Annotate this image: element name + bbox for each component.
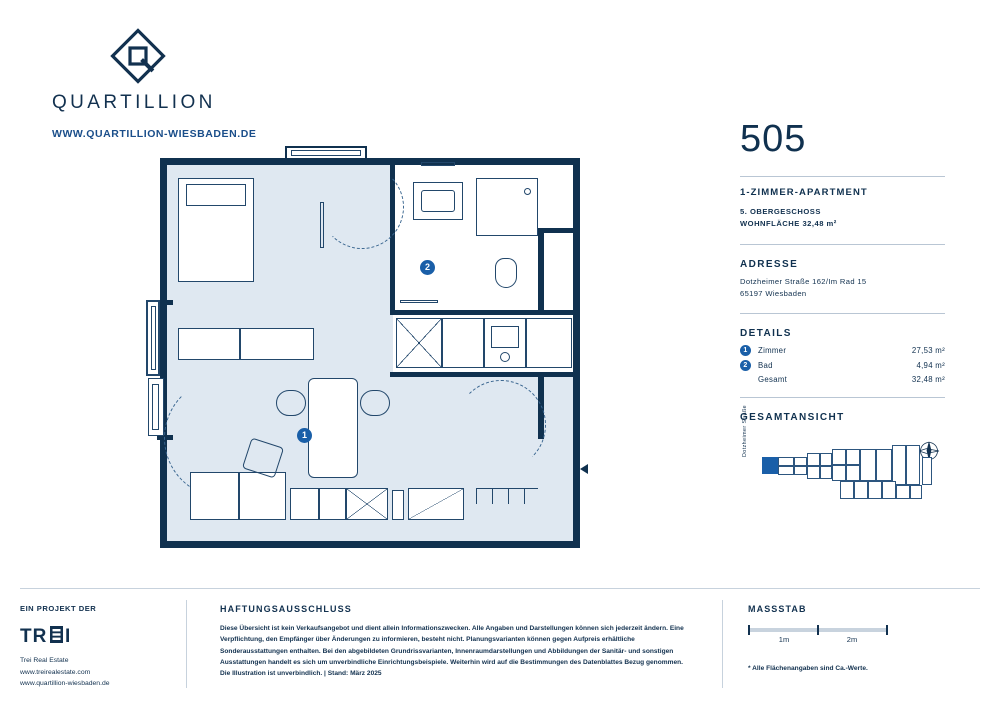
overview-unit: [846, 465, 860, 481]
overview-unit: [854, 481, 868, 499]
overview-unit: [832, 449, 846, 465]
quartillion-diamond-logo-icon: [110, 28, 166, 84]
overview-unit: [896, 485, 910, 499]
detail-badge-2: 2: [740, 360, 751, 371]
detail-label-bad: Bad: [758, 360, 773, 370]
scale-title: MASSSTAB: [748, 604, 807, 614]
developer-block: [20, 604, 170, 690]
rail-hooks: [476, 488, 538, 504]
overview-unit: [778, 457, 794, 466]
detail-badge-1: 1: [740, 345, 751, 356]
disclaimer-title: HAFTUNGSAUSSCHLUSS: [220, 604, 352, 614]
footer-vertical-divider-right: [722, 600, 723, 688]
scale-label-2m: 2m: [846, 635, 858, 644]
scale-bar: [748, 628, 888, 632]
divider: [740, 313, 945, 314]
scale-block: [748, 604, 948, 672]
overview-unit: [820, 453, 832, 466]
scale-tick-mid: [817, 625, 819, 635]
address-heading: ADRESSE: [740, 258, 799, 270]
zimmer-marker: 1: [297, 428, 312, 443]
bad-marker: 2: [420, 260, 435, 275]
living-door-swing-arc: [456, 380, 546, 470]
bed-pillow: [186, 184, 246, 206]
svg-text:I: I: [65, 626, 71, 647]
scale-note: * Alle Flächenangaben sind Ca.-Werte.: [748, 665, 868, 672]
overview-unit: [807, 466, 820, 479]
brand-name: QUARTILLION: [52, 92, 216, 113]
unit-number: 505: [740, 118, 807, 160]
street-label: Dotzheimer Straße: [742, 404, 748, 457]
apartment-type: 1-ZIMMER-APARTMENT: [740, 187, 868, 198]
overview-unit: [832, 465, 846, 481]
divider: [740, 244, 945, 245]
overview-unit: [778, 466, 794, 475]
wardrobe-upper: [178, 328, 240, 360]
kitchen-cabinet-right: [526, 318, 572, 368]
overview-unit: [868, 481, 882, 499]
overview-unit: [876, 449, 892, 481]
overview-unit: [906, 445, 920, 485]
sink-basin: [421, 190, 455, 212]
orientation-marker-icon: [580, 464, 588, 474]
overview-unit: [892, 445, 906, 485]
divider: [740, 176, 945, 177]
detail-value-zimmer: 27,53 m²: [911, 345, 945, 355]
scale-tick-end: [886, 625, 888, 635]
wall-right-mid-stub: [538, 233, 544, 311]
kitchen-sink-bowl: [500, 352, 510, 362]
overview-unit-highlight[interactable]: [762, 457, 778, 474]
developer-url-2[interactable]: www.quartillion-wiesbaden.de: [20, 680, 110, 688]
overview-unit: [820, 466, 832, 479]
detail-row-zimmer: [740, 345, 945, 356]
disclaimer-body: Diese Übersicht ist kein Verkaufsangebot und dient allein Informationszwecken. Alle Angaben und Darstellungen können sich jederzeit ändern. Eine Verpflichtung, den Empfänger über Änderungen zu informieren, besteht nicht. Planungsvarianten können gegen Aufpreis erhältliche Sonderausstattungen enthalten. Bei den abgebildeten Grundrissvarianten, Innenraumdarstellungen und Abbildungen der Sanitär- und sonstigen Ausstattungen handelt es sich um unverbindliche Einrichtungsbeispiele. Weiterhin wird auf die Bestimmungen des Datenblattes Bezug genommen. Die Illustration ist unverbindlich. | Stand: März 2025: [220, 625, 684, 678]
developer-url-1[interactable]: www.treirealestate.com: [20, 668, 91, 676]
scale-label-1m: 1m: [778, 635, 790, 644]
sofa-seat-divider: [238, 472, 240, 520]
footer-kicker: EIN PROJEKT DER: [20, 604, 97, 613]
overview-unit: [794, 457, 807, 466]
divider: [740, 397, 945, 398]
overview-unit: [922, 457, 932, 485]
bath-door-leaf: [320, 202, 324, 248]
overview-unit: [794, 466, 807, 475]
storage-box: [346, 488, 388, 520]
dining-table: [308, 378, 358, 478]
overview-unit: [910, 485, 922, 499]
address-line-2: 65197 Wiesbaden: [740, 288, 807, 298]
detail-row-gesamt: [740, 375, 945, 384]
detail-label-zimmer: Zimmer: [758, 345, 787, 355]
detail-value-bad: 4,94 m²: [916, 360, 945, 370]
overview-unit: [860, 449, 876, 481]
shower-tray: [476, 178, 538, 236]
info-panel: [740, 120, 945, 525]
detail-label-gesamt: Gesamt: [758, 374, 788, 384]
mirror-bath: [421, 162, 455, 166]
brand-block: [52, 28, 352, 140]
chair-left: [276, 390, 306, 416]
window-top-inner: [291, 150, 361, 156]
svg-text:TR: TR: [20, 626, 48, 647]
living-space-label: WOHNFLÄCHE 32,48 m²: [740, 218, 837, 228]
brand-url[interactable]: WWW.QUARTILLION-WIESBADEN.DE: [52, 128, 257, 140]
shower-drain-icon: [524, 188, 531, 195]
cabinet-bottom: [408, 488, 464, 520]
overview-unit: [840, 481, 854, 499]
wall-bath-entry-stub: [390, 245, 395, 315]
window-left-inner: [151, 306, 156, 370]
kitchen-cabinet-left-x1: [396, 318, 442, 368]
address-line-1: Dotzheimer Straße 162/Im Rad 15: [740, 276, 867, 286]
toilet: [495, 258, 517, 288]
kitchen-sink-basin: [491, 326, 519, 348]
disclaimer-block: [220, 604, 690, 680]
floorplan-drawing: [150, 140, 600, 560]
scale-tick-start: [748, 625, 750, 635]
bath-door-swing-arc: [320, 165, 404, 249]
chair-right: [360, 390, 390, 416]
details-heading: DETAILS: [740, 327, 792, 339]
developer-name: Trei Real Estate: [20, 657, 69, 664]
overview-unit: [882, 481, 896, 499]
detail-value-gesamt: 32,48 m²: [911, 374, 945, 384]
floor-label: 5. OBERGESCHOSS: [740, 207, 821, 216]
shelf-unit: [240, 328, 314, 360]
footer-divider: [20, 588, 980, 589]
overview-unit: [807, 453, 820, 466]
trei-real-estate-logo-icon: [20, 623, 80, 647]
wall-kitchen-bottom: [390, 372, 576, 377]
wall-bath-bottom: [390, 310, 576, 315]
detail-row-bad: [740, 360, 945, 371]
tv-console-divider: [318, 488, 320, 520]
entrance-door-leaf: [152, 384, 159, 430]
footer-vertical-divider-left: [186, 600, 187, 688]
kitchen-counter-mid: [442, 318, 484, 368]
radiator-bottom: [392, 490, 404, 520]
overview-heading: GESAMTANSICHT: [740, 411, 845, 423]
overview-unit: [846, 449, 860, 465]
towel-rail: [400, 300, 438, 303]
